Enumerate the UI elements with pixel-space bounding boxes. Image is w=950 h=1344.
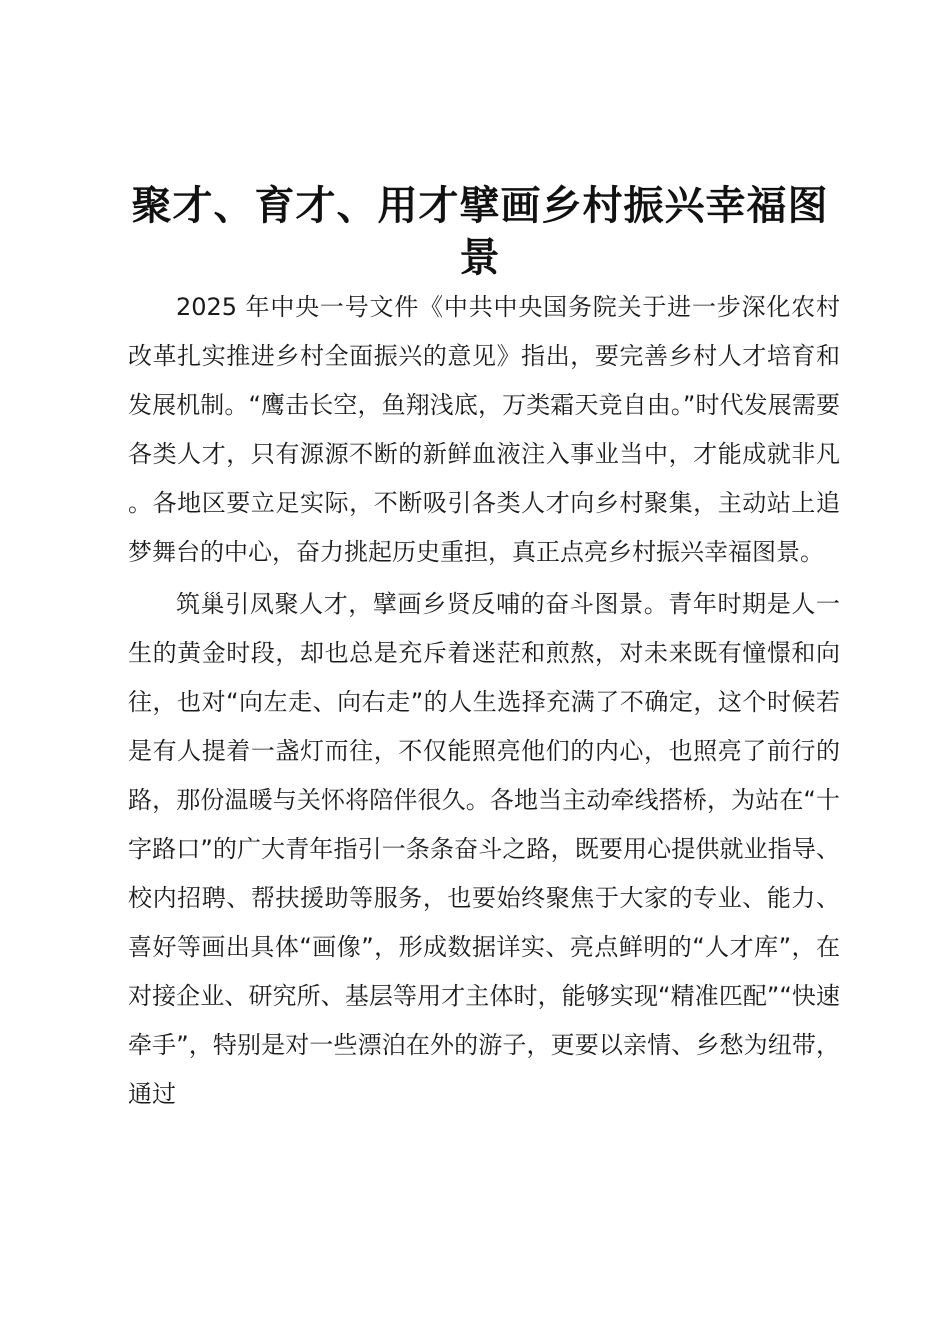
paragraph-2: 筑巢引凤聚人才，擘画乡贤反哺的奋斗图景。青年时期是人一生的黄金时段，却也总是充斥着迷茫和煎熬，对未来既有憧憬和向往，也对“向左走、向右走”的人生选择充满了不确定，这个时候若是有人提着一盏灯而往，不仅能照亮他们的内心，也照亮了前行的路，那份温暖与关怀将陪伴很久。各地当主动牵线搭桥，为站在“十字路口”的广大青年指引一条条奋斗之路，既要用心提供就业指导、校内招聘、帮扶援助等服务，也要始终聚焦于大家的专业、能力、喜好等画出具体“画像”，形成数据详实、亮点鲜明的“人才库”，在对接企业、研究所、基层等用才主体时，能够实现“精准匹配”“快速牵手”，特别是对一些漂泊在外的游子，更要以亲情、乡愁为纽带，通过 [128, 590, 840, 1108]
paragraph-1: 2025 年中央一号文件《中共中央国务院关于进一步深化农村改革扎实推进乡村全面振兴的意见》指出，要完善乡村人才培育和发展机制。“鹰击长空，鱼翔浅底，万类霜天竞自由。”时代发展需要各类人才，只有源源不断的新鲜血液注入事业当中，才能成就非凡。各地区要立足实际，不断吸引各类人才向乡村聚集，主动站上追梦舞台的中心，奋力挑起历史重担，真正点亮乡村振兴幸福图景。 [128, 293, 840, 566]
document-title: 聚才、育才、用才擘画乡村振兴幸福图景 [131, 182, 829, 281]
document-body [128, 283, 840, 1119]
